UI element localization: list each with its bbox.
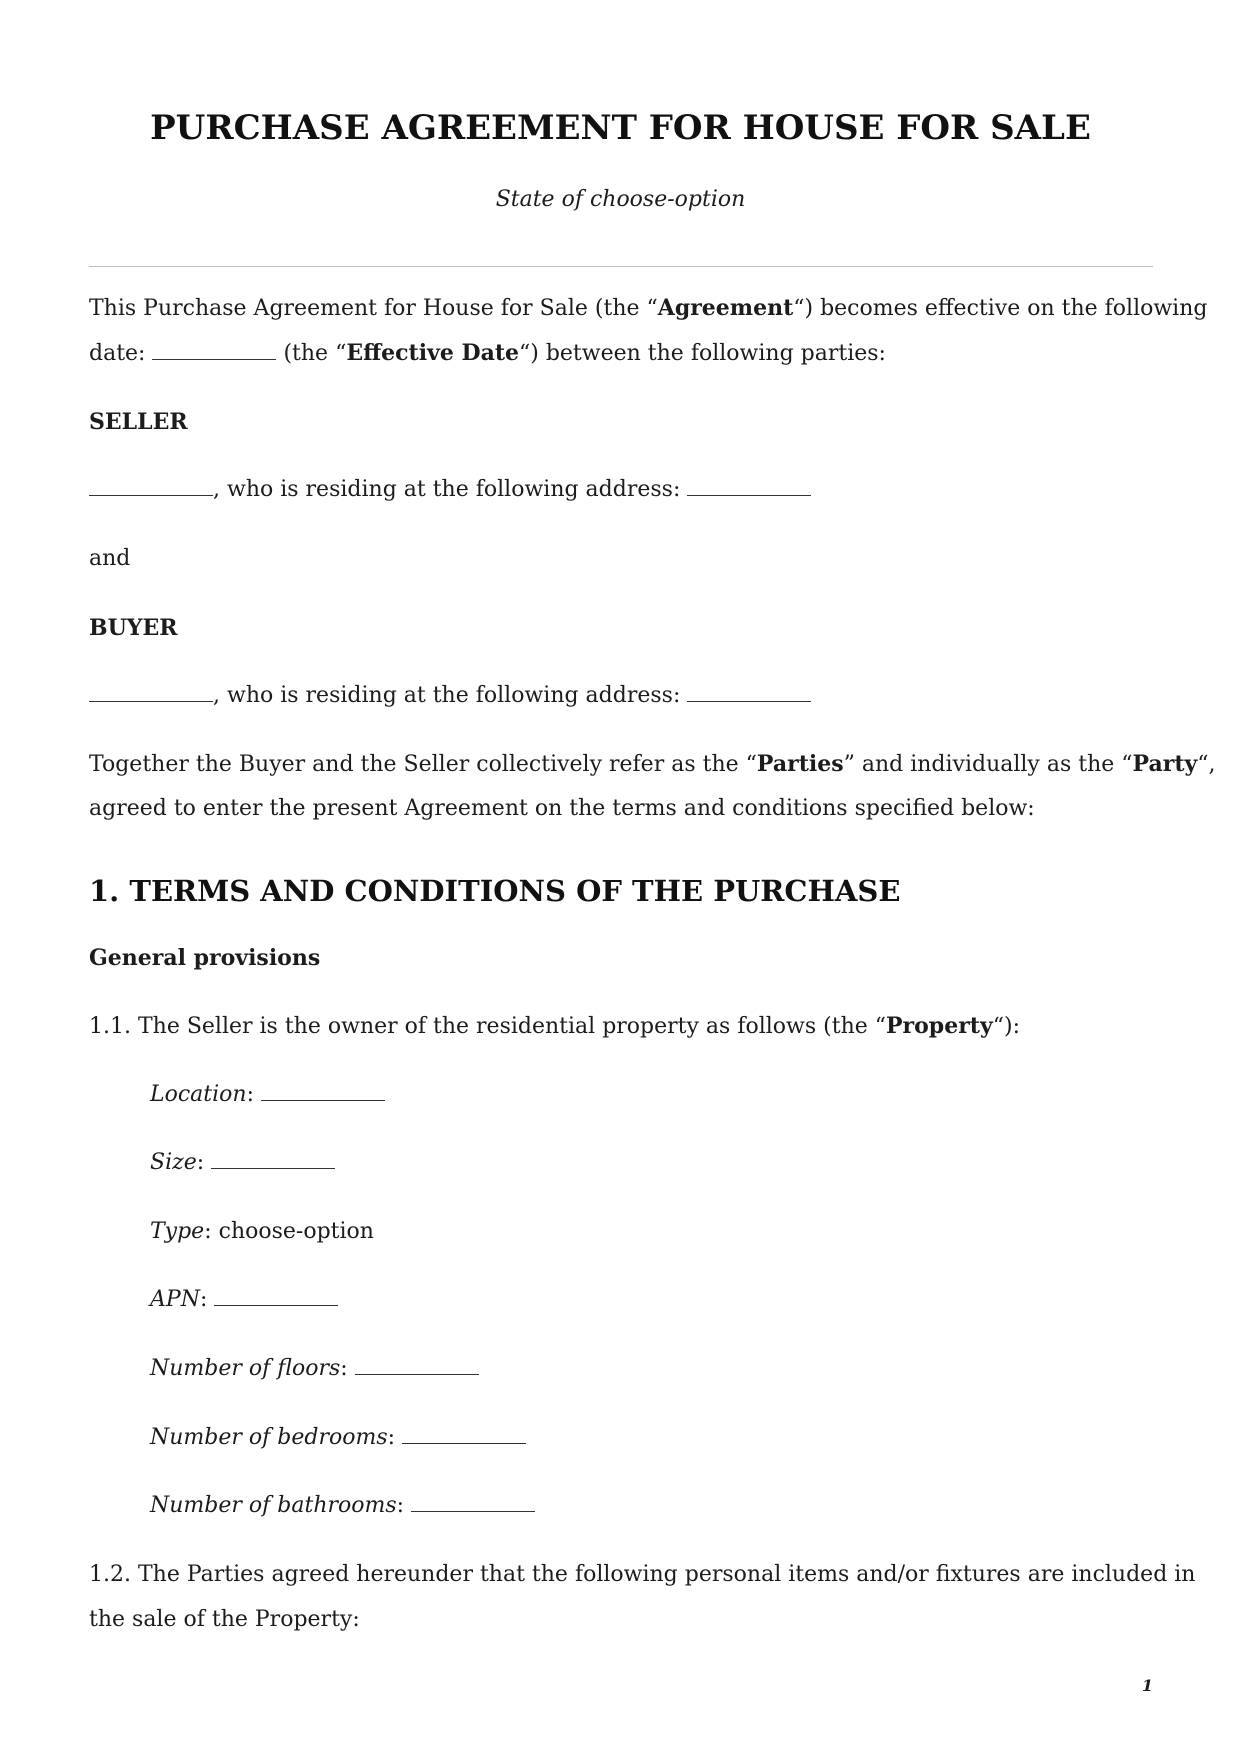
intro-line-2 xyxy=(89,340,886,366)
together-line-2: agreed to enter the present Agreement on the terms and conditions specified below: xyxy=(89,796,1035,821)
general-provisions-heading: General provisions xyxy=(89,945,321,971)
clause-text: “): xyxy=(992,1014,1020,1039)
field-location xyxy=(150,1082,385,1107)
field-apn xyxy=(150,1287,338,1312)
clause-1-2-line-1: 1.2. The Parties agreed hereunder that the following personal items and/or fixtures are included in xyxy=(89,1562,1196,1587)
field-label: Number of bedrooms xyxy=(150,1425,388,1450)
field-bathrooms xyxy=(150,1493,535,1518)
field-separator: : xyxy=(387,1425,403,1450)
party-term: Party xyxy=(1132,751,1198,777)
document-subtitle: State of choose-option xyxy=(495,187,746,212)
seller-name-blank[interactable] xyxy=(89,477,213,496)
property-term: Property xyxy=(886,1013,993,1039)
section-1-heading: 1. TERMS AND CONDITIONS OF THE PURCHASE xyxy=(89,874,901,908)
buyer-address-blank[interactable] xyxy=(687,683,811,702)
field-separator: : xyxy=(340,1356,355,1381)
buyer-name-blank[interactable] xyxy=(89,683,213,702)
field-label: Location xyxy=(150,1082,247,1107)
clause-text: 1.1. The Seller is the owner of the residential property as follows (the “ xyxy=(89,1014,886,1039)
field-separator: : xyxy=(196,1150,212,1175)
seller-text: , who is residing at the following address: xyxy=(213,477,688,502)
intro-text: “) between the following parties: xyxy=(519,341,886,366)
parties-term: Parties xyxy=(756,751,844,777)
field-size xyxy=(150,1150,335,1175)
field-label: Size xyxy=(150,1150,197,1175)
field-label: APN xyxy=(150,1287,200,1312)
location-blank[interactable] xyxy=(261,1082,385,1101)
buyer-text: , who is residing at the following address: xyxy=(213,683,688,708)
intro-line-1 xyxy=(89,295,1207,321)
field-separator: : xyxy=(204,1219,219,1244)
field-floors xyxy=(150,1356,479,1381)
field-label: Number of floors xyxy=(150,1356,341,1381)
divider xyxy=(89,266,1153,267)
seller-heading: SELLER xyxy=(89,409,188,435)
together-line-1 xyxy=(89,751,1216,777)
seller-line xyxy=(89,477,811,502)
together-text: Together the Buyer and the Seller collectively refer as the “ xyxy=(89,752,757,777)
seller-address-blank[interactable] xyxy=(687,477,811,496)
effective-date-blank[interactable] xyxy=(152,341,276,360)
intro-text: (the “ xyxy=(276,341,347,366)
effective-date-term: Effective Date xyxy=(346,340,519,366)
intro-text: date: xyxy=(89,341,153,366)
field-label: Number of bathrooms xyxy=(150,1493,397,1518)
field-separator: : xyxy=(396,1493,412,1518)
page-number: 1 xyxy=(1141,1676,1153,1695)
bathrooms-blank[interactable] xyxy=(411,1493,535,1512)
together-text: “, xyxy=(1197,752,1216,777)
buyer-line xyxy=(89,683,811,708)
clause-1-1 xyxy=(89,1013,1020,1039)
field-bedrooms xyxy=(150,1425,526,1450)
intro-text: This Purchase Agreement for House for Sale (the “ xyxy=(89,296,658,321)
field-separator: : xyxy=(246,1082,261,1107)
intro-text: “) becomes effective on the following xyxy=(793,296,1208,321)
field-type xyxy=(150,1219,374,1244)
floors-blank[interactable] xyxy=(355,1356,479,1375)
field-separator: : xyxy=(199,1287,215,1312)
together-text: ” and individually as the “ xyxy=(843,752,1133,777)
and-text: and xyxy=(89,546,131,571)
agreement-term: Agreement xyxy=(657,295,794,321)
document-title: PURCHASE AGREEMENT FOR HOUSE FOR SALE xyxy=(150,108,1091,148)
field-label: Type xyxy=(150,1219,205,1244)
apn-blank[interactable] xyxy=(214,1287,338,1306)
size-blank[interactable] xyxy=(211,1150,335,1169)
buyer-heading: BUYER xyxy=(89,615,178,641)
bedrooms-blank[interactable] xyxy=(402,1425,526,1444)
clause-1-2-line-2: the sale of the Property: xyxy=(89,1607,360,1632)
type-value[interactable]: choose-option xyxy=(218,1219,374,1244)
